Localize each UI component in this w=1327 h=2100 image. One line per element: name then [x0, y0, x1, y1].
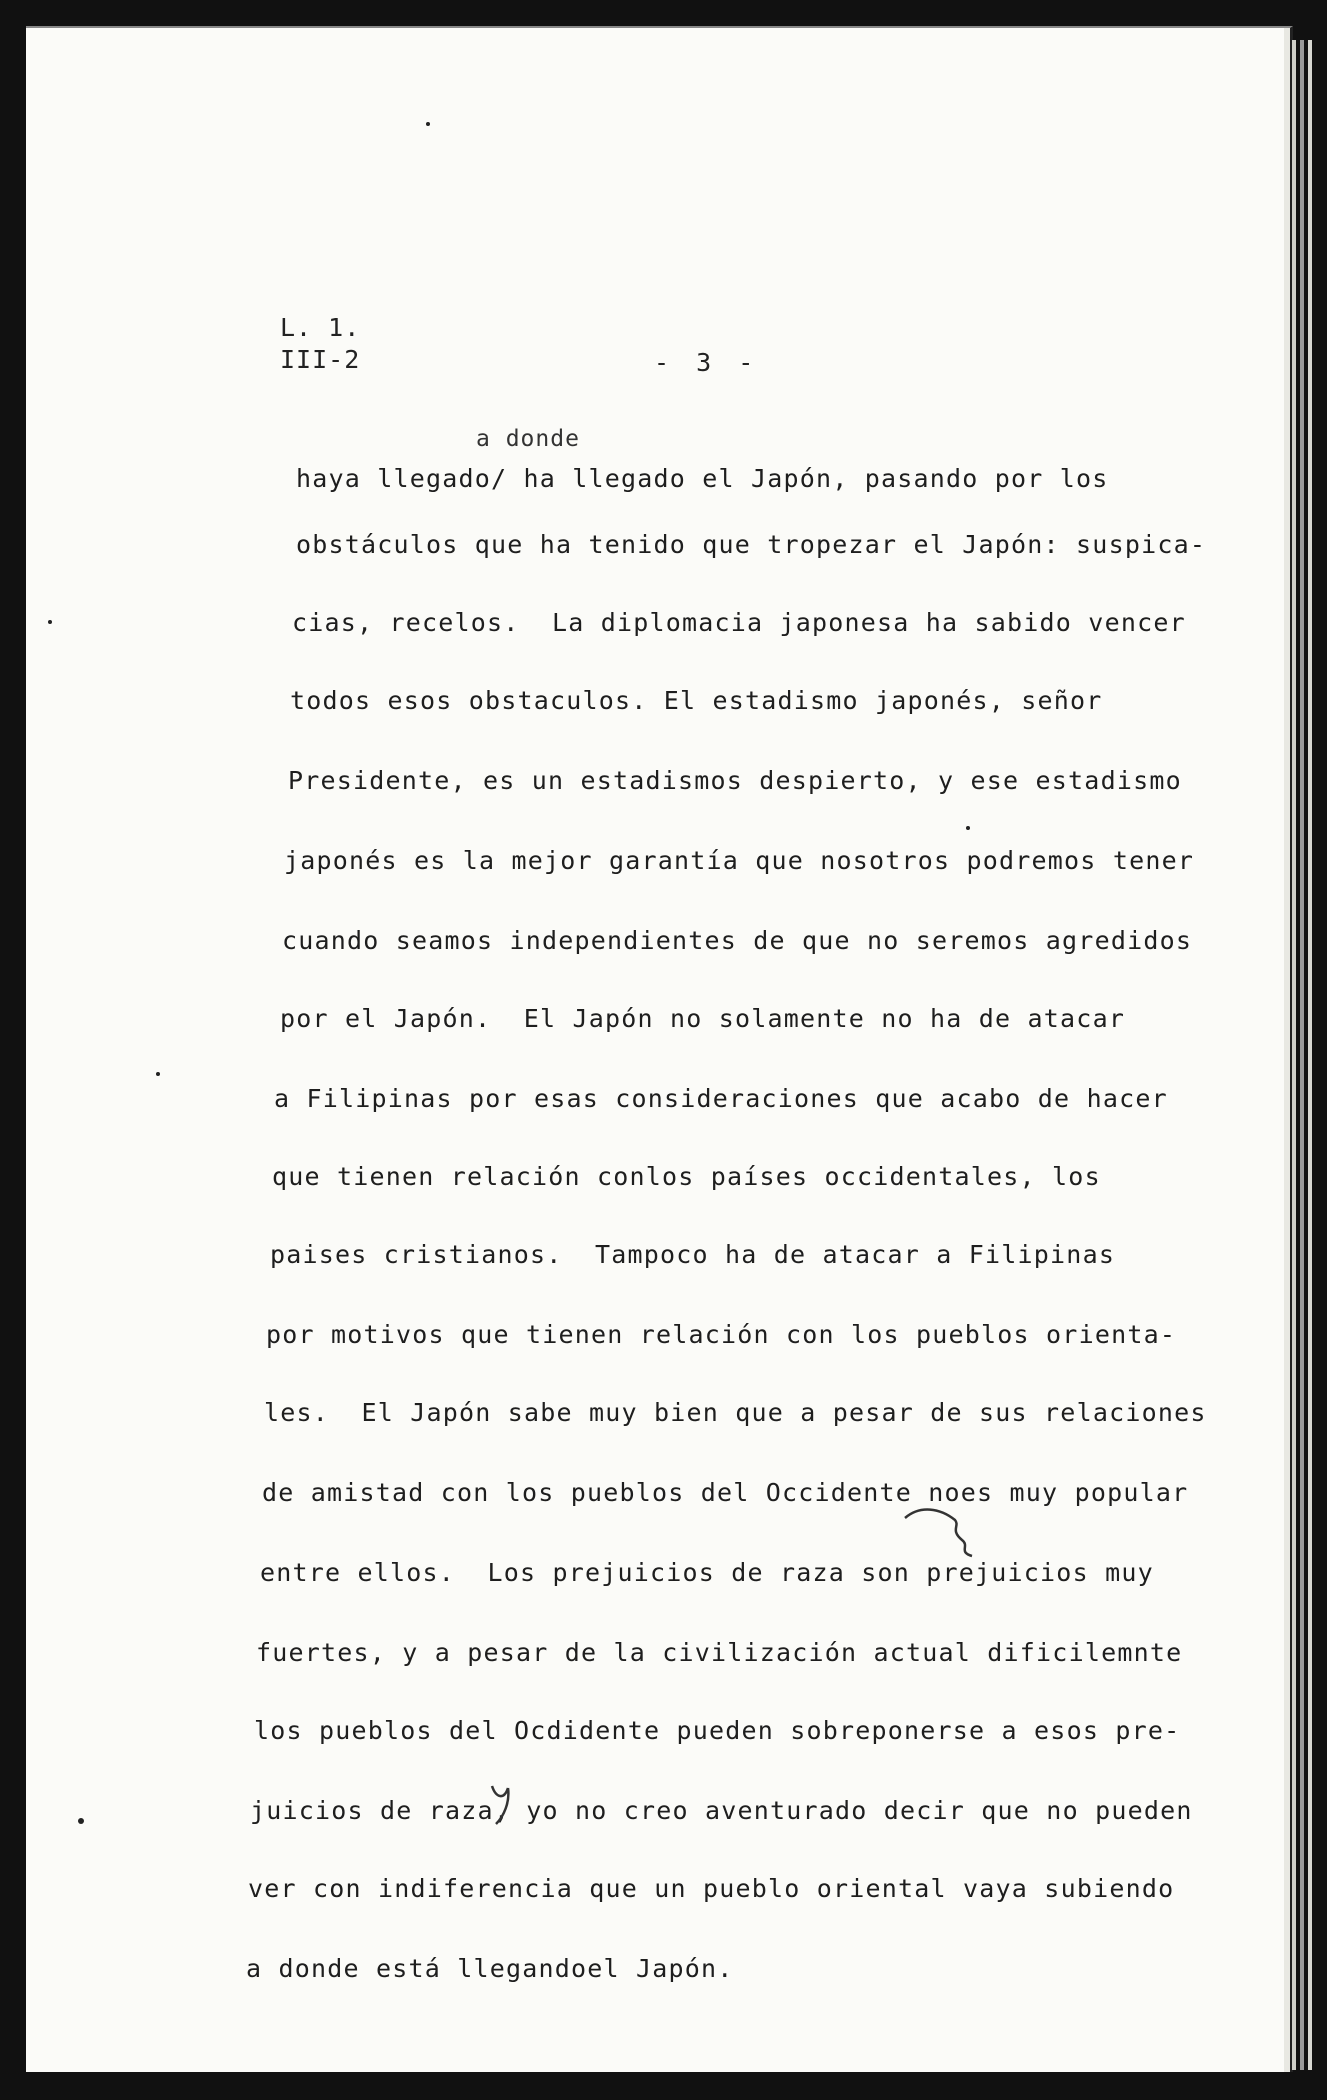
text-line: cuando seamos independientes de que no seremos agredidos — [282, 926, 1193, 955]
text-line: de amistad con los pueblos del Occidente noes muy popular — [262, 1478, 1189, 1507]
text-line: japonés es la mejor garantía que nosotros podremos tener — [284, 846, 1195, 875]
margin-speck — [426, 122, 430, 126]
page-number: - 3 - — [654, 348, 760, 377]
text-line: por el Japón. El Japón no solamente no ha de atacar — [280, 1004, 1126, 1033]
text-line: ver con indiferencia que un pueblo oriental vaya subiendo — [248, 1874, 1175, 1903]
margin-speck — [156, 1072, 160, 1076]
text-line: juicios de raza, yo no creo aventurado decir que no pueden — [250, 1796, 1193, 1825]
handwritten-insertion: a donde — [476, 426, 580, 452]
text-line: haya llegado/ ha llegado el Japón, pasando por los — [296, 464, 1109, 493]
handwritten-mark-icon — [900, 1500, 1020, 1560]
text-line: a Filipinas por esas consideraciones que acabo de hacer — [274, 1084, 1168, 1113]
text-line: los pueblos del Ocdidente pueden sobreponerse a esos pre- — [254, 1716, 1181, 1745]
text-line: cias, recelos. La diplomacia japonesa ha sabido vencer — [292, 608, 1186, 637]
text-line: les. El Japón sabe muy bien que a pesar de sus relaciones — [264, 1398, 1207, 1427]
reference-line: L. 1. — [280, 313, 361, 342]
text-line: obstáculos que ha tenido que tropezar el Japón: suspica- — [296, 530, 1207, 559]
handwritten-y-icon — [486, 1778, 526, 1828]
text-line: por motivos que tienen relación con los pueblos orienta- — [266, 1320, 1177, 1349]
reference-line: III-2 — [280, 345, 361, 374]
text-line: a donde está llegandoel Japón. — [246, 1954, 734, 1983]
text-line: paises cristianos. Tampoco ha de atacar a Filipinas — [270, 1240, 1116, 1269]
text-line: todos esos obstaculos. El estadismo japonés, señor — [290, 686, 1103, 715]
text-line: que tienen relación conlos países occidentales, los — [272, 1162, 1101, 1191]
text-line: entre ellos. Los prejuicios de raza son prejuicios muy — [260, 1558, 1154, 1587]
margin-speck — [48, 620, 52, 624]
text-line: Presidente, es un estadismos despierto, y ese estadismo — [288, 766, 1182, 795]
text-line: fuertes, y a pesar de la civilización actual dificilemnte — [256, 1638, 1183, 1667]
margin-speck — [78, 1818, 84, 1824]
margin-speck — [966, 826, 970, 830]
